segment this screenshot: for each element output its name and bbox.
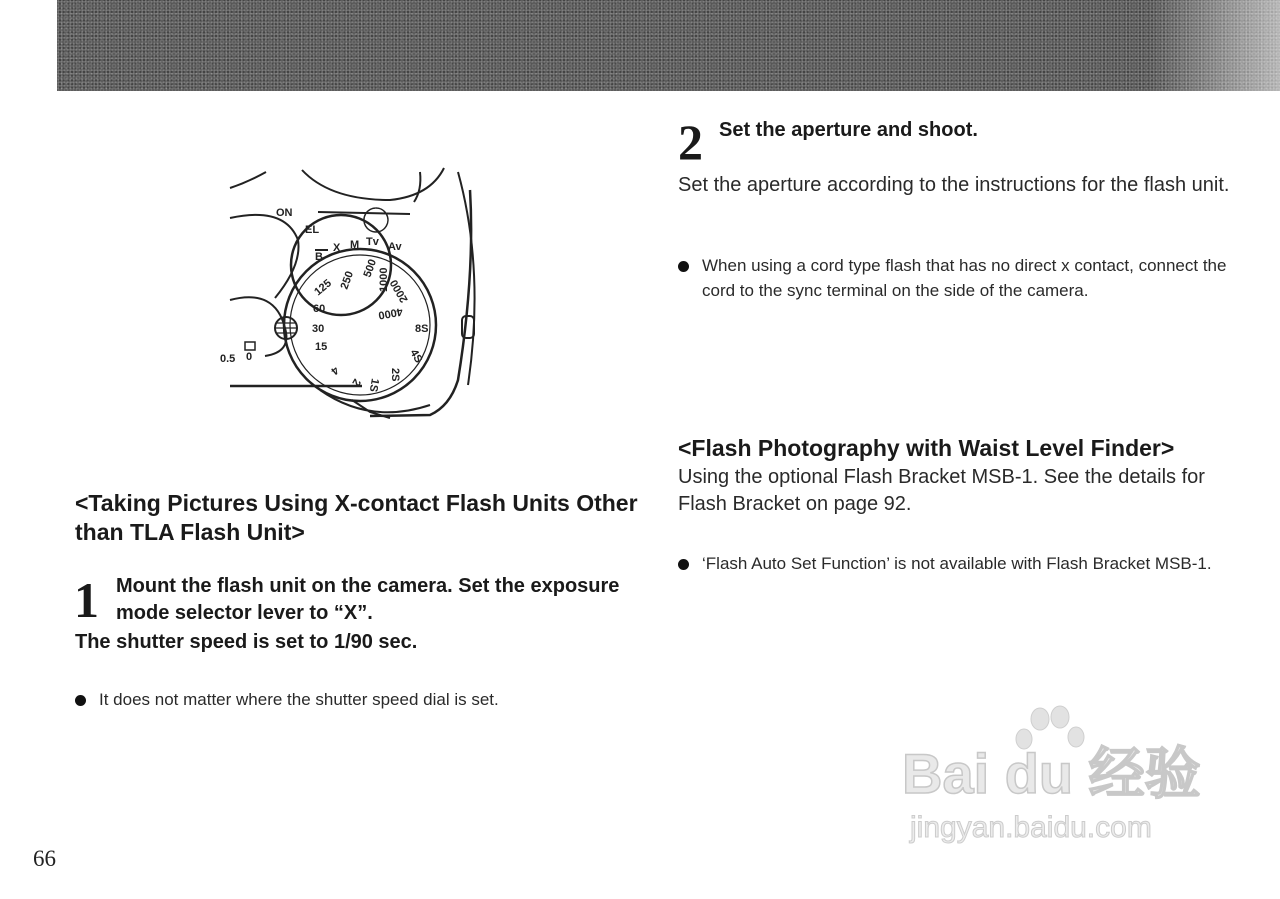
diagram-label-30: 30 [312,323,325,335]
diagram-label-1s: 1S [366,377,381,393]
step-1-title: Mount the flash unit on the camera. Set the exposure mode selector lever to “X”. [116,575,620,624]
diagram-label-av: Av [388,241,402,253]
diagram-label-2: 2 [349,376,363,388]
bullet-dot [678,261,689,272]
diagram-label-500: 500 [361,257,380,280]
right-bullet-1 [678,253,1252,303]
diagram-label-on: ON [276,207,293,219]
diagram-label-125: 125 [312,277,334,299]
right-bullet-2-text: ‘Flash Auto Set Function’ is not available with Flash Bracket MSB-1. [702,554,1212,573]
step-2-title: Set the aperture and shoot. [719,119,978,141]
diagram-label-250: 250 [338,269,357,292]
diagram-label-b: B [315,251,323,263]
diagram-label-4000: 4000 [377,305,404,322]
step-1-subtitle: The shutter speed is set to 1/90 sec. [75,631,418,653]
diagram-label-4: 4 [328,363,341,377]
step-2-body: Set the aperture according to the instructions for the flash unit. [678,174,1230,196]
page-number: 66 [33,846,56,871]
bullet-dot [75,695,86,706]
diagram-label-1000: 1000 [378,267,390,292]
step-2-number: 2 [678,114,703,170]
watermark-brand: Bai du 经验 [902,742,1201,805]
right-bullet-2 [678,551,1222,576]
diagram-label-m: M [350,239,360,251]
baidu-watermark [900,705,1210,855]
bullet-dot [678,559,689,570]
diagram-label-8s: 8S [415,323,429,335]
left-bullet-text: It does not matter where the shutter speed dial is set. [99,690,499,709]
diagram-label-0-5: 0.5 [220,353,236,365]
right-bullet-1-text: When using a cord type flash that has no direct x contact, connect the cord to the sync terminal on the side of the camera. [702,256,1227,300]
diagram-label-el: EL [305,224,320,236]
diagram-label-x: X [333,242,341,254]
diagram-label-tv: Tv [366,236,379,248]
step-1-number: 1 [74,572,99,628]
shutter-dial-diagram [70,120,640,470]
left-section-heading: <Taking Pictures Using X-contact Flash Units Other than TLA Flash Unit> [75,490,638,545]
diagram-label-2s: 2S [389,368,401,382]
diagram-label-0: 0 [246,351,253,363]
diagram-label-2000: 2000 [387,277,411,305]
left-bullet [75,687,659,712]
right-section-body: Using the optional Flash Bracket MSB-1. See the details for Flash Bracket on page 92. [678,466,1205,515]
diagram-label-60: 60 [313,303,326,315]
right-section-heading: <Flash Photography with Waist Level Finder> [678,435,1175,461]
diagram-label-4s: 4S [407,347,425,366]
diagram-label-15: 15 [315,341,328,353]
watermark-url: jingyan.baidu.com [910,811,1152,844]
header-band [57,0,1280,91]
